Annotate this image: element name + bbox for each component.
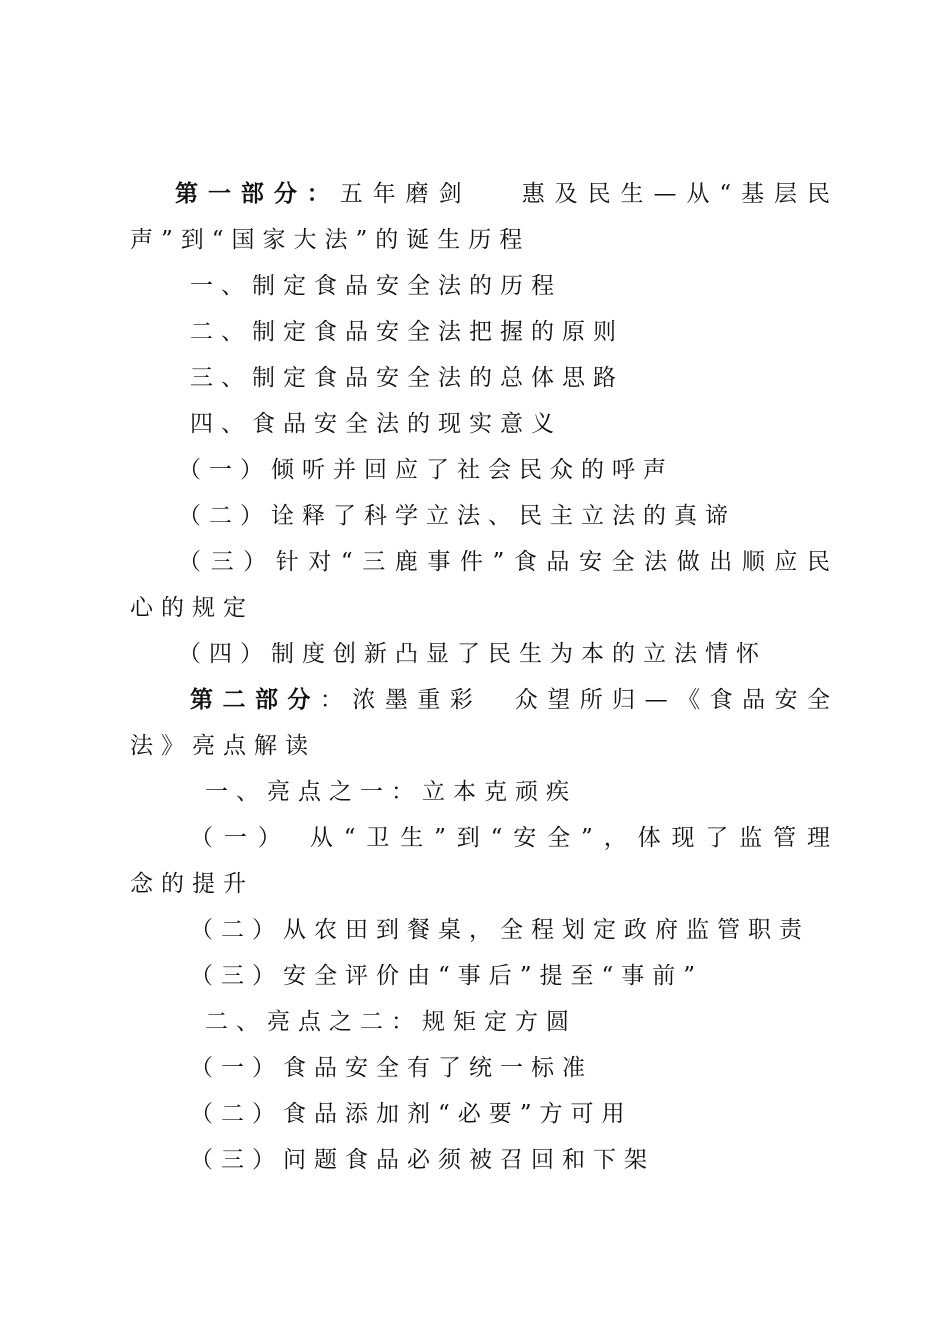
part1-item-1: 一、制定食品安全法的历程 bbox=[190, 273, 562, 299]
part2-heading-title: ：浓墨重彩 众望所归—《食品安全 bbox=[319, 687, 830, 713]
part1-heading-line1 bbox=[175, 171, 830, 217]
part1-heading-title: 五年磨剑 惠及民生—从“基层民 bbox=[339, 181, 830, 207]
part1-subitem-3-line1: （三）针对“三鹿事件”食品安全法做出顺应民 bbox=[178, 549, 830, 575]
part1-heading-line2: 声”到“国家大法”的诞生历程 bbox=[130, 227, 531, 253]
highlight1-item-2: （二）从农田到餐桌，全程划定政府监管职责 bbox=[190, 917, 810, 943]
part2-heading-label: 第二部分 bbox=[190, 687, 320, 713]
highlight1-item-1-line2: 念的提升 bbox=[130, 871, 254, 897]
part1-subitem-2: （二）诠释了科学立法、民主立法的真谛 bbox=[178, 503, 736, 529]
highlight2-item-2: （二）食品添加剂“必要”方可用 bbox=[190, 1101, 633, 1127]
part1-item-4: 四、食品安全法的现实意义 bbox=[190, 411, 562, 437]
part1-heading-label: 第一部分： bbox=[175, 181, 340, 207]
highlight2-title: 二、亮点之二：规矩定方圆 bbox=[205, 1009, 577, 1035]
part1-item-2: 二、制定食品安全法把握的原则 bbox=[190, 319, 624, 345]
highlight2-item-3: （三）问题食品必须被召回和下架 bbox=[190, 1147, 655, 1173]
highlight1-item-3: （三）安全评价由“事后”提至“事前” bbox=[190, 963, 704, 989]
part1-item-3: 三、制定食品安全法的总体思路 bbox=[190, 365, 624, 391]
part1-subitem-1: （一）倾听并回应了社会民众的呼声 bbox=[178, 457, 674, 483]
part1-subitem-3-line2: 心的规定 bbox=[130, 595, 254, 621]
part1-subitem-4: （四）制度创新凸显了民生为本的立法情怀 bbox=[178, 641, 767, 667]
highlight1-title: 一、亮点之一：立本克顽疾 bbox=[205, 779, 577, 805]
highlight1-item-1-line1: （一） 从“卫生”到“安全”，体现了监管理 bbox=[190, 825, 830, 851]
highlight2-item-1: （一）食品安全有了统一标准 bbox=[190, 1055, 593, 1081]
part2-heading-line2: 法》亮点解读 bbox=[130, 733, 316, 759]
part2-heading-line1 bbox=[190, 677, 830, 723]
